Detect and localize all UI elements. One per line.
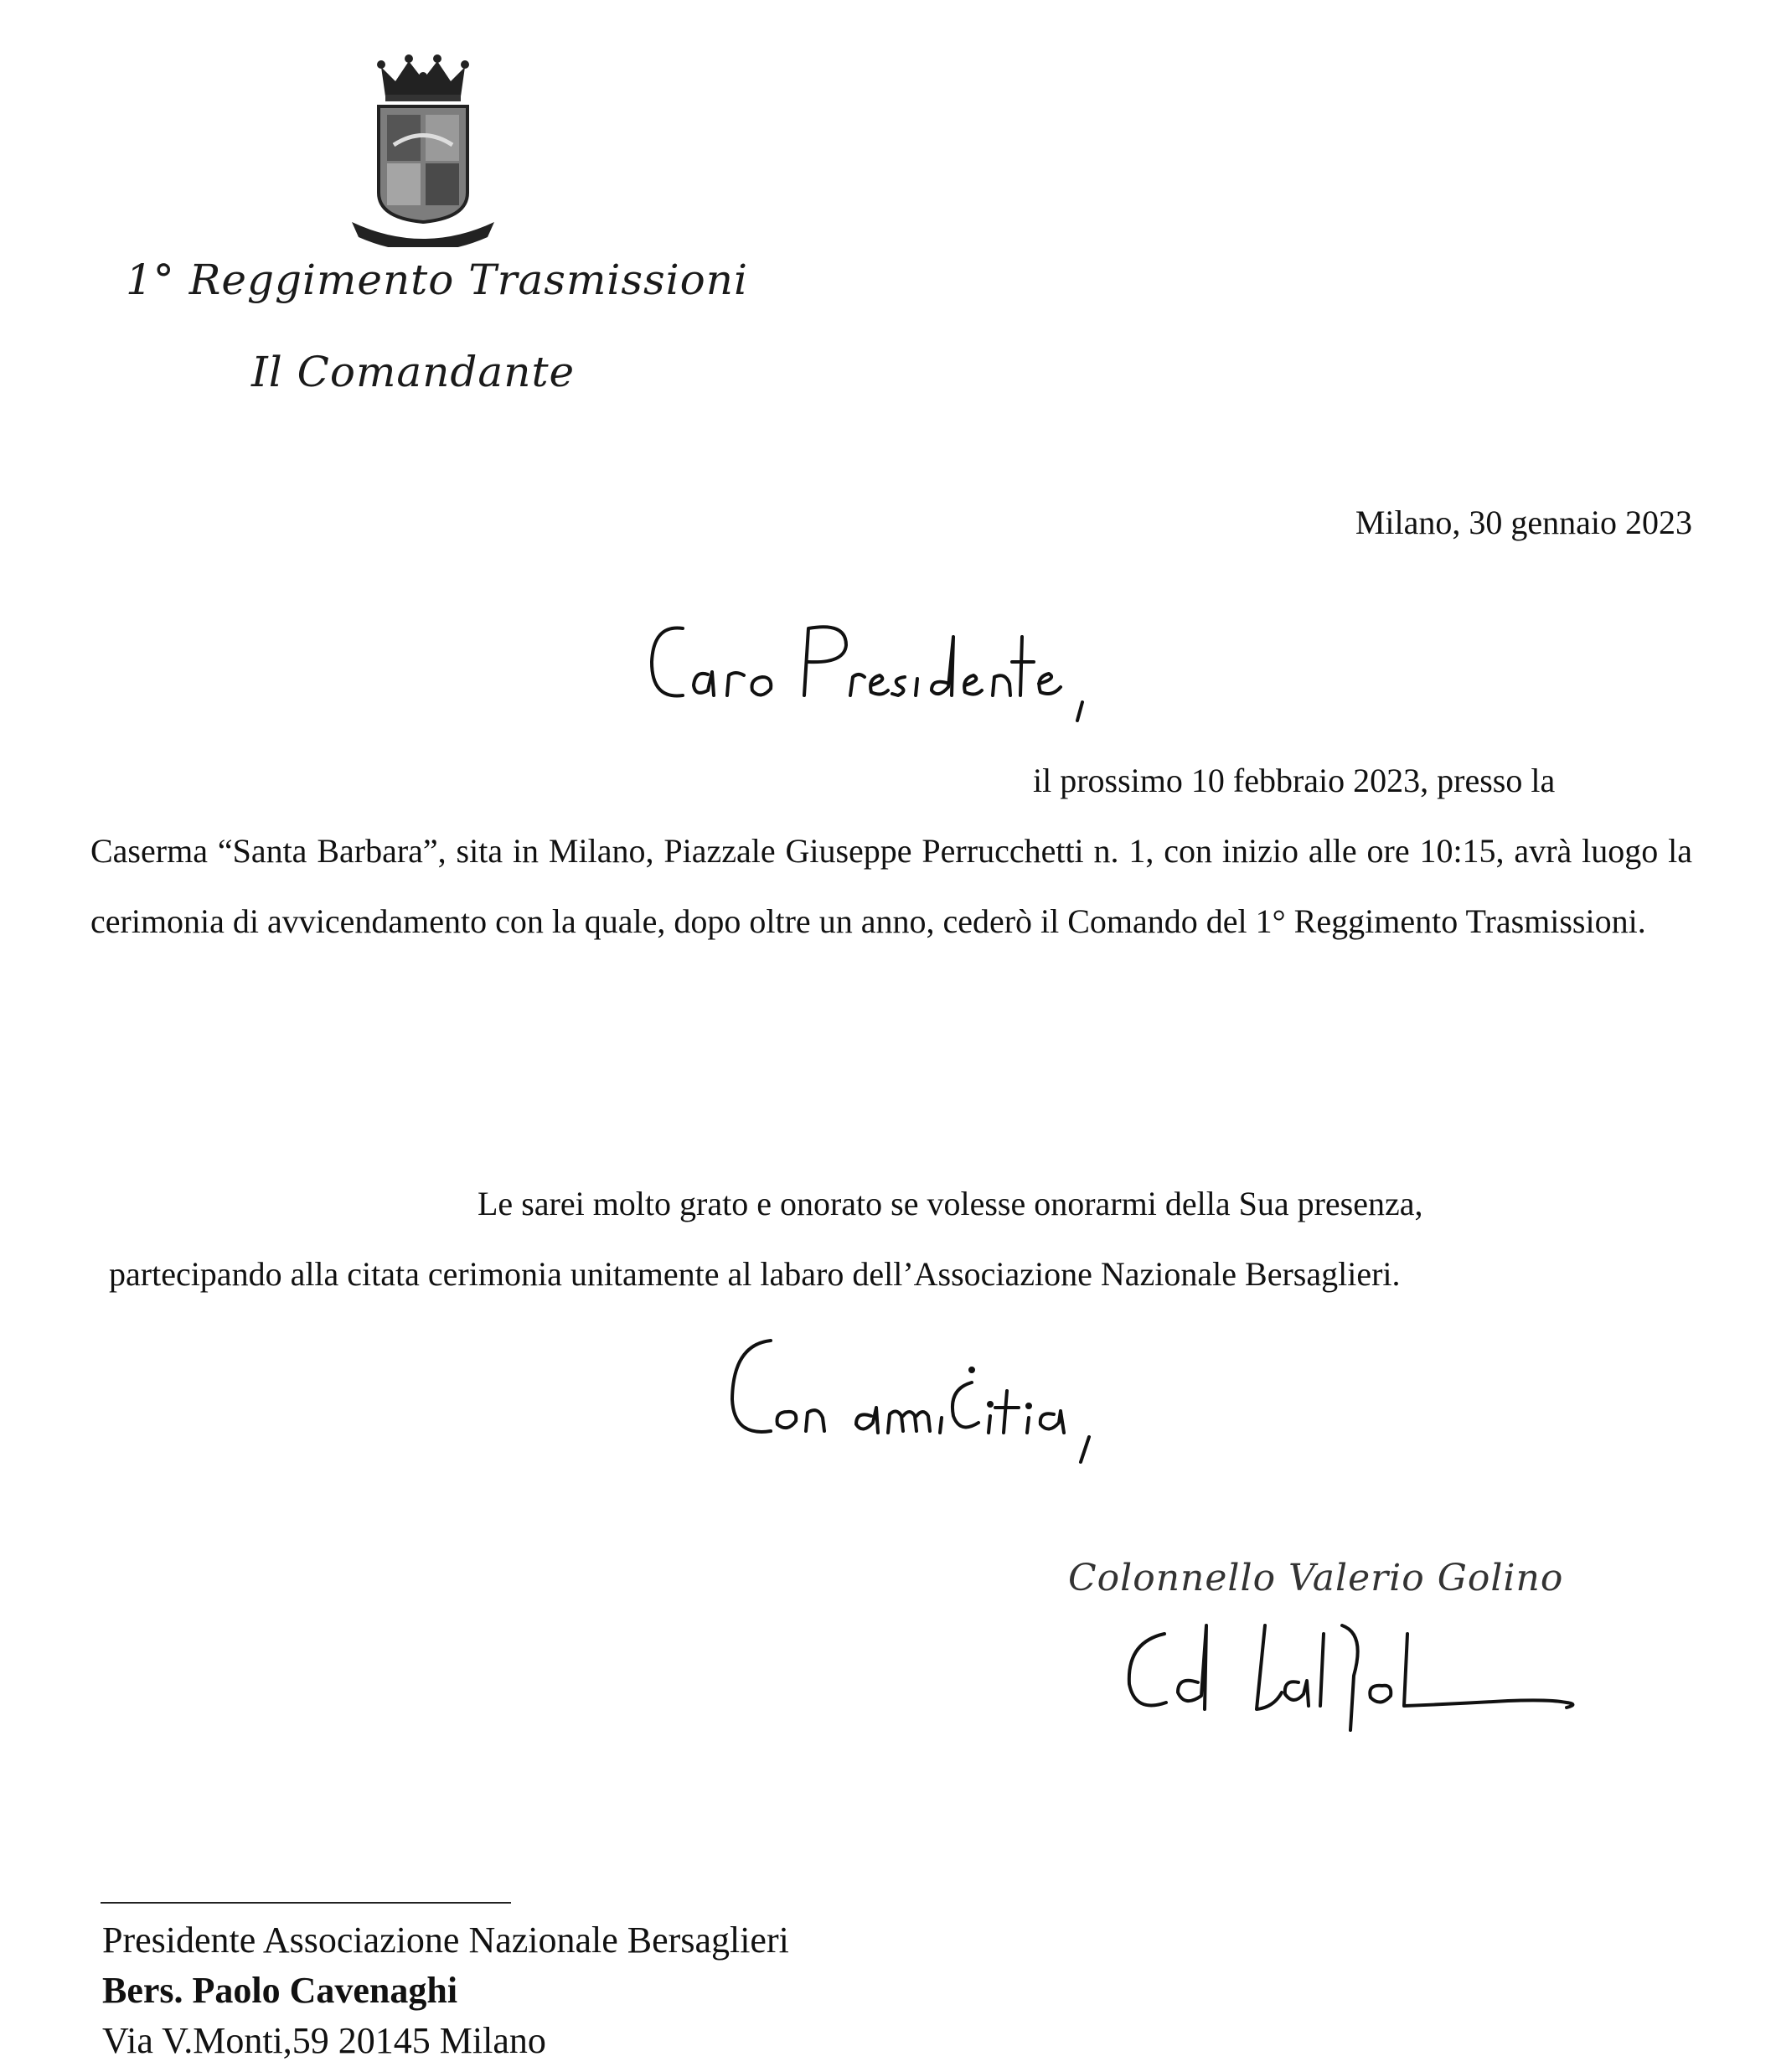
recipient-separator-line (101, 1902, 511, 1904)
commander-title: Il Comandante (251, 348, 576, 396)
crest-emblem-icon (343, 46, 503, 247)
handwritten-signature (1114, 1609, 1600, 1734)
paragraph-2-rest: partecipando alla citata cerimonia unitamente al labaro dell’Associazione Nazionale Bersaglieri. (109, 1255, 1401, 1293)
date-line: Milano, 30 gennaio 2023 (1355, 504, 1692, 541)
paragraph-1-rest: Caserma “Santa Barbara”, sita in Milano, Piazzale Giuseppe Perrucchetti n. 1, con inizio alle ore 10:15, avrà luogo la cerimonia di avvicendamento con la quale, dopo oltre un anno, cederò il Comando del 1° Reggimento Trasmissioni. (90, 832, 1692, 940)
recipient-title: Presidente Associazione Nazionale Bersaglieri (102, 1920, 789, 1961)
handwritten-closing (720, 1324, 1190, 1466)
paragraph-2 (109, 1169, 1692, 1310)
recipient-address: Via V.Monti,59 20145 Milano (102, 2020, 546, 2061)
paragraph-1-first-line: il prossimo 10 febbraio 2023, presso la (1033, 762, 1556, 799)
handwritten-salutation (637, 603, 1106, 729)
unit-name: 1° Reggimento Trasmissioni (126, 256, 748, 304)
paragraph-1 (90, 746, 1692, 957)
signer-name: Colonnello Valerio Golino (1068, 1557, 1564, 1599)
paragraph-2-first-line: Le sarei molto grato e onorato se volesse onorarmi della Sua presenza, (478, 1185, 1423, 1222)
recipient-name: Bers. Paolo Cavenaghi (102, 1970, 458, 2011)
